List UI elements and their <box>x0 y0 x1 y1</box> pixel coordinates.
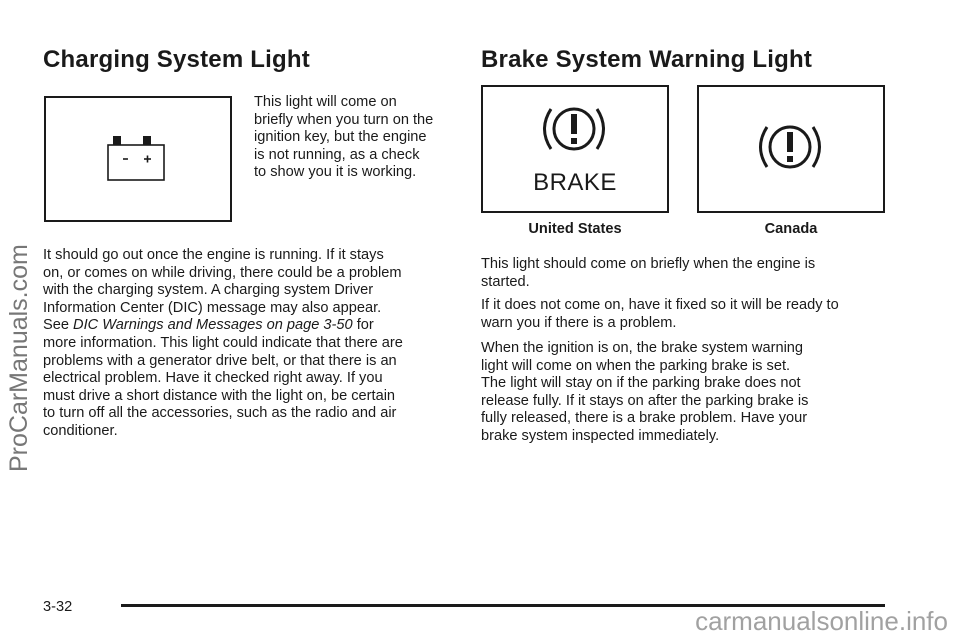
text-line: to turn off all the accessories, such as the radio and air <box>43 405 397 422</box>
brake-system-heading: Brake System Warning Light <box>481 46 813 73</box>
text-line: warn you if there is a problem. <box>481 314 677 331</box>
text-line <box>43 317 403 335</box>
charging-system-heading: Charging System Light <box>43 46 310 73</box>
after-link-text: for <box>352 317 374 334</box>
see-word: See <box>43 317 74 334</box>
brake-label: BRAKE <box>533 169 617 196</box>
text-line: electrical problem. Have it checked right away. If you <box>43 370 383 387</box>
text-line: Information Center (DIC) message may also appear. <box>43 299 382 316</box>
dic-warnings-link[interactable]: DIC Warnings and Messages on page 3-50 <box>73 317 353 334</box>
text-line: When the ignition is on, the brake system warning <box>481 340 804 356</box>
brake-para-3 <box>481 340 808 446</box>
text-line: on, or comes on while driving, there could be a problem <box>43 264 402 281</box>
text-line: This light will come on <box>254 94 397 110</box>
brake-light-canada-figure <box>697 85 885 213</box>
charging-intro-text <box>254 94 433 182</box>
brake-light-us-figure <box>481 85 669 213</box>
text-line: conditioner. <box>43 422 118 439</box>
text-line: The light will stay on if the parking brake does not <box>481 375 801 392</box>
text-line: is not running, as a check <box>254 146 420 163</box>
text-line: This light should come on briefly when the engine is <box>481 256 816 272</box>
text-line: light will come on when the parking brake is set. <box>481 357 791 374</box>
text-line: If it does not come on, have it fixed so it will be ready to <box>481 297 839 313</box>
charging-body-text <box>43 247 403 441</box>
text-line: with the charging system. A charging system Driver <box>43 282 374 299</box>
text-line: It should go out once the engine is running. If it stays <box>43 247 384 263</box>
text-line: fully released, there is a brake problem. Have your <box>481 410 808 427</box>
canada-caption: Canada <box>764 221 818 237</box>
text-line: must drive a short distance with the light on, be certain <box>43 387 396 404</box>
brake-para-1 <box>481 256 815 291</box>
text-line: release fully. If it stays on after the parking brake is <box>481 392 809 409</box>
brake-warning-icon <box>699 87 883 211</box>
text-line: ignition key, but the engine <box>254 129 427 146</box>
text-line: brake system inspected immediately. <box>481 427 720 444</box>
text-line: more information. This light could indicate that there are <box>43 334 403 351</box>
text-line: to show you it is working. <box>254 164 417 181</box>
us-caption: United States <box>528 221 622 237</box>
text-line: started. <box>481 273 530 290</box>
side-watermark: ProCarManuals.com <box>5 244 33 472</box>
bottom-watermark: carmanualsonline.info <box>695 606 948 636</box>
text-line: problems with a generator drive belt, or that there is an <box>43 352 397 369</box>
text-line: briefly when you turn on the <box>254 111 434 128</box>
charging-system-light-figure <box>44 96 232 222</box>
brake-para-2 <box>481 297 839 332</box>
battery-icon <box>46 98 230 220</box>
page-number: 3-32 <box>43 599 73 615</box>
